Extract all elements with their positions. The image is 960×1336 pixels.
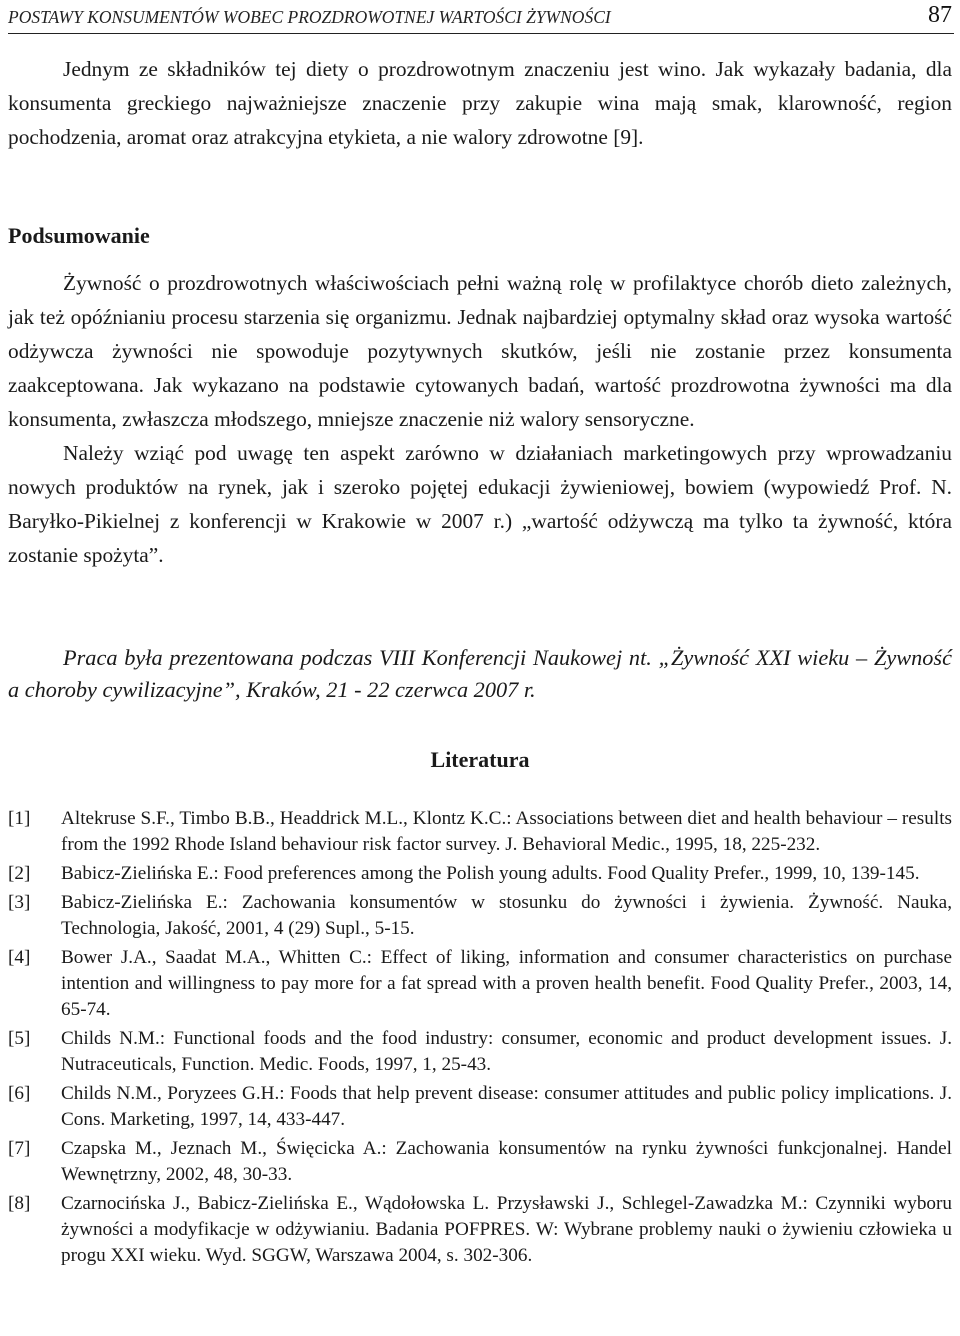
intro-section — [8, 52, 952, 154]
reference-item — [8, 806, 952, 858]
running-title: POSTAWY KONSUMENTÓW WOBEC PROZDROWOTNEJ WARTOŚCI ŻYWNOŚCI — [8, 7, 611, 27]
reference-text: Childs N.M.: Functional foods and the food industry: consumer, economic and product development issues. J. Nutraceuticals, Function. Medic. Foods, 1997, 1, 25-43. — [61, 1028, 952, 1075]
reference-list — [8, 806, 952, 1272]
intro-paragraph: Jednym ze składników tej diety o prozdrowotnym znaczeniu jest wino. Jak wykazały badania, dla konsumenta greckiego najważniejsze znaczenie przy zakupie wina mają smak, klarowność, region pochodzenia, aromat oraz atrakcyjna etykieta, a nie walory zdrowotne [9]. — [8, 57, 952, 149]
reference-item — [8, 861, 952, 887]
reference-item — [8, 1026, 952, 1078]
reference-text: Czarnocińska J., Babicz-Zielińska E., Wądołowska L. Przysławski J., Schlegel-Zawadzka M.: Czynniki wyboru żywności a modyfikacje w odżywianiu. Badania POFPRES. W: Wybrane problemy nauki o żywieniu człowieka u progu XXI wieku. Wyd. SGGW, Warszawa 2004, s. 302-306. — [61, 1193, 952, 1266]
literature-heading-wrap — [8, 746, 952, 774]
reference-text: Childs N.M., Poryzees G.H.: Foods that help prevent disease: consumer attitudes and public policy implications. J. Cons. Marketing, 1997, 14, 433-447. — [61, 1083, 952, 1130]
reference-number: [8] — [8, 1193, 31, 1214]
page-number: 87 — [928, 2, 952, 28]
reference-number: [5] — [8, 1028, 31, 1049]
summary-body — [8, 266, 952, 572]
summary-heading: Podsumowanie — [8, 223, 150, 248]
running-header — [8, 0, 954, 34]
reference-number: [6] — [8, 1083, 31, 1104]
conference-note: Praca była prezentowana podczas VIII Konferencji Naukowej nt. „Żywność XXI wieku – Żywność a choroby cywilizacyjne”, Kraków, 21 - 22 czerwca 2007 r. — [8, 645, 952, 702]
reference-item — [8, 890, 952, 942]
summary-paragraph-1: Żywność o prozdrowotnych właściwościach pełni ważną rolę w profilaktyce chorób dieto zależnych, jak też opóźnianiu procesu starzenia się organizmu. Jednak najbardziej optymalny skład oraz wysoka wartość odżywcza żywności nie spowoduje pozytywnych skutków, jeśli nie zostanie przez konsumenta zaakceptowana. Jak wykazano na podstawie cytowanych badań, wartość prozdrowotna żywności ma dla konsumenta, zwłaszcza młodszego, mniejsze znaczenie niż walory sensoryczne. — [8, 271, 952, 431]
reference-item — [8, 945, 952, 1023]
reference-text: Babicz-Zielińska E.: Zachowania konsumentów w stosunku do żywności i żywienia. Żywność. Nauka, Technologia, Jakość, 2001, 4 (29) Supl., 5-15. — [61, 892, 952, 939]
conference-note-section — [8, 642, 952, 706]
reference-number: [4] — [8, 947, 31, 968]
reference-text: Altekruse S.F., Timbo B.B., Headdrick M.L., Klontz K.C.: Associations between diet and health behaviour – results from the 1992 Rhode Island behaviour risk factor survey. J. Behavioral Medic., 1995, 18, 225-232. — [61, 808, 952, 855]
reference-text: Bower J.A., Saadat M.A., Whitten C.: Effect of liking, information and consumer characteristics on purchase intention and willingness to pay more for a fat spread with a proven health benefit. Food Quality Prefer., 2003, 14, 65-74. — [61, 947, 952, 1020]
reference-number: [1] — [8, 808, 31, 829]
reference-item — [8, 1191, 952, 1269]
reference-item — [8, 1081, 952, 1133]
reference-text: Babicz-Zielińska E.: Food preferences among the Polish young adults. Food Quality Prefer., 1999, 10, 139-145. — [61, 863, 920, 884]
literature-heading: Literatura — [430, 747, 530, 772]
summary-paragraph-2: Należy wziąć pod uwagę ten aspekt zarówno w działaniach marketingowych przy wprowadzaniu nowych produktów na rynek, jak i szeroko pojętej edukacji żywieniowej, bowiem (wypowiedź Prof. N. Baryłko-Pikielnej z konferencji w Krakowie w 2007 r.) „wartość odżywczą ma tylko ta żywność, która zostanie spożyta”. — [8, 441, 952, 567]
reference-item — [8, 1136, 952, 1188]
reference-text: Czapska M., Jeznach M., Święcicka A.: Zachowania konsumentów na rynku żywności funkcjonalnej. Handel Wewnętrzny, 2002, 48, 30-33. — [61, 1138, 952, 1185]
reference-number: [2] — [8, 863, 31, 884]
reference-number: [3] — [8, 892, 31, 913]
summary-section — [8, 222, 952, 250]
reference-number: [7] — [8, 1138, 31, 1159]
